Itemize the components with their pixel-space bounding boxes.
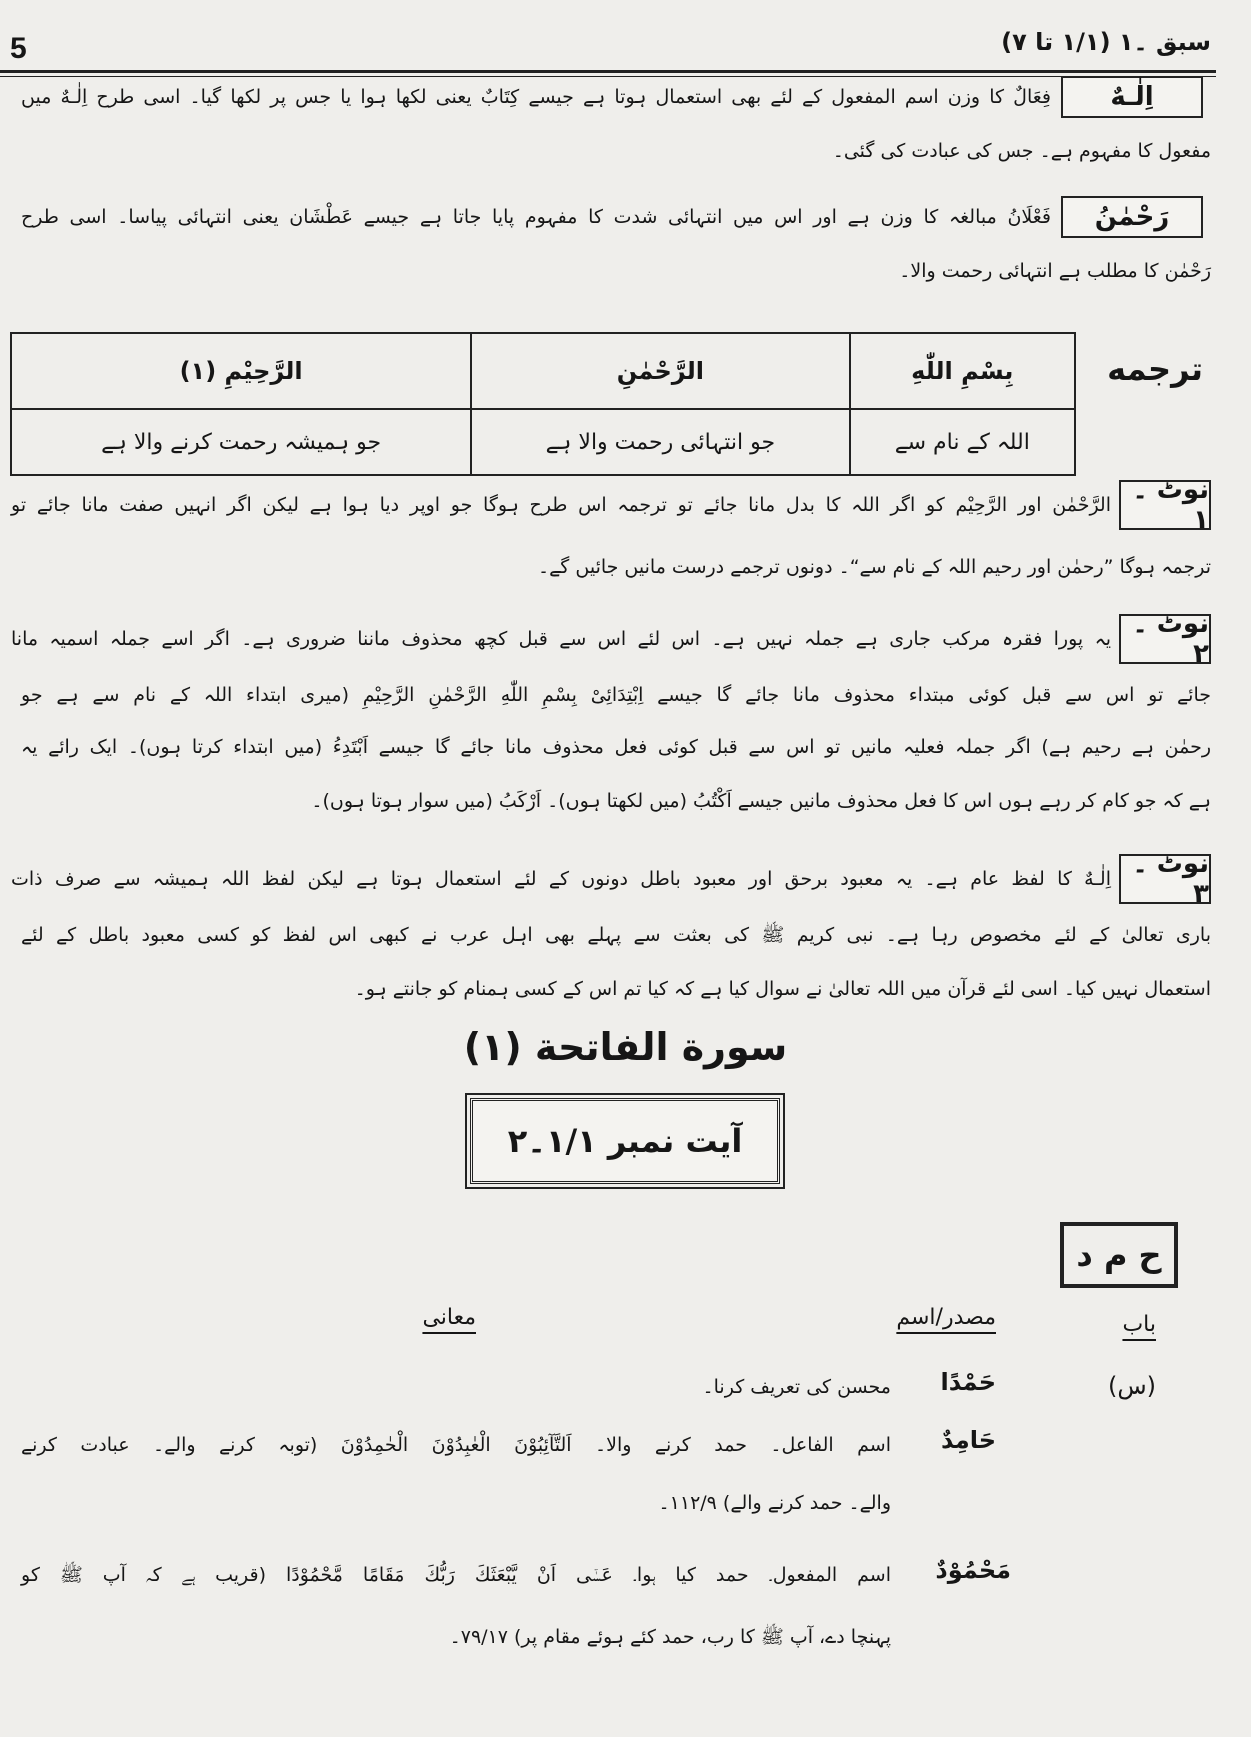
bab-value: (س) <box>1107 1372 1156 1400</box>
note-1-label: نوٹ ۔۱ <box>1119 480 1211 530</box>
note-3-line-2: باری تعالیٰ کے لئے مخصوص رہا ہے۔ نبی کریم ﷺ کی بعثت سے پہلے بھی اہل عرب نے کبھی اس لفظ کو کسی معبود باطل کے لئے <box>21 924 1211 946</box>
vocab-meaning-cont: والے۔ حمد کرنے والے) ۱۱۲/۹۔ <box>658 1492 891 1514</box>
term-box-ilah: اِلٰـهٌ <box>1061 76 1203 118</box>
root-letters-box: ح م د <box>1060 1222 1178 1288</box>
header-rule <box>0 70 1216 73</box>
table-row <box>11 409 1075 475</box>
vocab-meaning: محسن کی تعریف کرنا۔ <box>702 1376 891 1398</box>
note-1-line-2: ترجمہ ہوگا ”رحمٰن اور رحیم اللہ کے نام سے“۔ دونوں ترجمے درست مانیں جائیں گے۔ <box>538 556 1211 578</box>
column-header-maani: معانی <box>422 1305 476 1330</box>
note-2-line-1: یہ پورا فقرہ مرکب جاری ہے جملہ نہیں ہے۔ اس لئے اس سے قبل کچھ محذوف ماننا ضروری ہے۔ اگر اسے جملہ اسمیہ مانا <box>11 628 1111 650</box>
value-bismillah: اللہ کے نام سے <box>850 409 1075 475</box>
note-2-line-2: جائے تو اس سے قبل کوئی مبتداء محذوف مانا جائے گا جیسے اِبْتِدَائِیْ بِسْمِ اللّٰهِ الرَّحْمٰنِ الرَّحِيْمِ (میری ابتداء اللہ کے نام سے ہے جو <box>21 684 1211 706</box>
column-header-masdar: مصدر/اسم <box>896 1305 996 1330</box>
header-rahman: الرَّحْمٰنِ <box>471 333 849 409</box>
vocab-meaning: اسم الفاعل۔ حمد کرنے والا۔ اَلتَّآئِبُوْنَ الْعٰبِدُوْنَ الْحٰمِدُوْنَ (توبہ کرنے والے۔ عبادت کرنے <box>21 1434 891 1456</box>
note-2-label: نوٹ ۔۲ <box>1119 614 1211 664</box>
term-rahman-line-2: رَحْمٰن کا مطلب ہے انتہائی رحمت والا۔ <box>899 260 1211 282</box>
note-1-line-1: الرَّحْمٰن اور الرَّحِيْم کو اگر اللہ کا بدل مانا جائے تو ترجمہ اس طرح ہوگا جو اوپر دیا ہوا ہے لیکن اگر انہیں صفت مانا جائے تو <box>11 494 1111 516</box>
vocab-word: مَحْمُوْدٌ <box>935 1556 1011 1584</box>
value-raheem: جو ہمیشہ رحمت کرنے والا ہے <box>11 409 471 475</box>
note-3-line-3: استعمال نہیں کیا۔ اسی لئے قرآن میں اللہ تعالیٰ نے سوال کیا ہے کہ کیا تم اس کے کسی ہمنام کو جانتے ہو۔ <box>354 978 1211 1000</box>
table-row <box>11 333 1075 409</box>
page-number: 5 <box>10 32 27 65</box>
value-rahman: جو انتہائی رحمت والا ہے <box>471 409 849 475</box>
header-raheem: الرَّحِيْمِ (۱) <box>11 333 471 409</box>
term-ilah-line-2: مفعول کا مفہوم ہے۔ جس کی عبادت کی گئی۔ <box>832 140 1211 162</box>
note-3-label: نوٹ ۔۳ <box>1119 854 1211 904</box>
header-bismillah: بِسْمِ اللّٰهِ <box>850 333 1075 409</box>
vocab-meaning: اسم المفعول۔ حمد کیا ہوا۔ عَسٰۤى اَنْ يَّبْعَثَكَ رَبُّكَ مَقَامًا مَّحْمُوْدًا (قریب ہے کہ آپ ﷺ کو <box>21 1564 891 1586</box>
column-header-bab: باب <box>1122 1312 1156 1337</box>
translation-label: ترجمه <box>1107 350 1203 388</box>
surah-title: سورة الفاتحة (۱) <box>463 1025 788 1069</box>
vocab-word: حَمْدًا <box>940 1368 996 1396</box>
translation-table <box>10 332 1076 476</box>
term-ilah-line-1: فِعَالٌ کا وزن اسم المفعول کے لئے بھی استعمال ہوتا ہے جیسے کِتَابٌ یعنی لکھا ہوا یا جس پر لکھا گیا۔ اسی طرح اِلٰـهٌ میں <box>21 86 1051 108</box>
term-rahman-line-1: فَعْلَانُ مبالغہ کا وزن ہے اور اس میں انتہائی شدت کا مفہوم پایا جاتا ہے جیسے عَطْشَان یعنی انتہائی پیاسا۔ اسی طرح <box>21 206 1051 228</box>
note-2-line-4: ہے کہ جو کام کر رہے ہوں اس کا فعل محذوف مانیں جیسے اَكْتُبُ (میں لکھتا ہوں)۔ اَرْكَبُ (میں سوار ہوتا ہوں)۔ <box>311 790 1211 812</box>
vocab-word: حَامِدٌ <box>940 1426 996 1454</box>
lesson-title: سبق ۔۱ (۱/۱ تا ۷) <box>1001 28 1211 56</box>
ayat-number-box: آیت نمبر ۱/۱۔۲ <box>470 1098 780 1184</box>
header-rule-thin <box>0 76 1216 77</box>
term-box-rahman: رَحْمٰنُ <box>1061 196 1203 238</box>
vocab-meaning-cont: پہنچا دے، آپ ﷺ کا رب، حمد کئے ہوئے مقام پر) ۷۹/۱۷۔ <box>449 1626 891 1648</box>
note-2-line-3: رحمٰن ہے رحیم ہے) اگر جملہ فعلیہ مانیں تو اس سے قبل کوئی فعل محذوف مانا جائے گا جیسے اَبْتَدِءُ (میں ابتداء کرتا ہوں)۔ ایک رائے یہ <box>21 736 1211 758</box>
note-3-line-1: اِلٰـهٌ کا لفظ عام ہے۔ یہ معبود برحق اور معبود باطل دونوں کے لئے استعمال ہوتا ہے لیکن لفظ اللہ ہمیشہ سے صرف ذات <box>11 868 1111 890</box>
